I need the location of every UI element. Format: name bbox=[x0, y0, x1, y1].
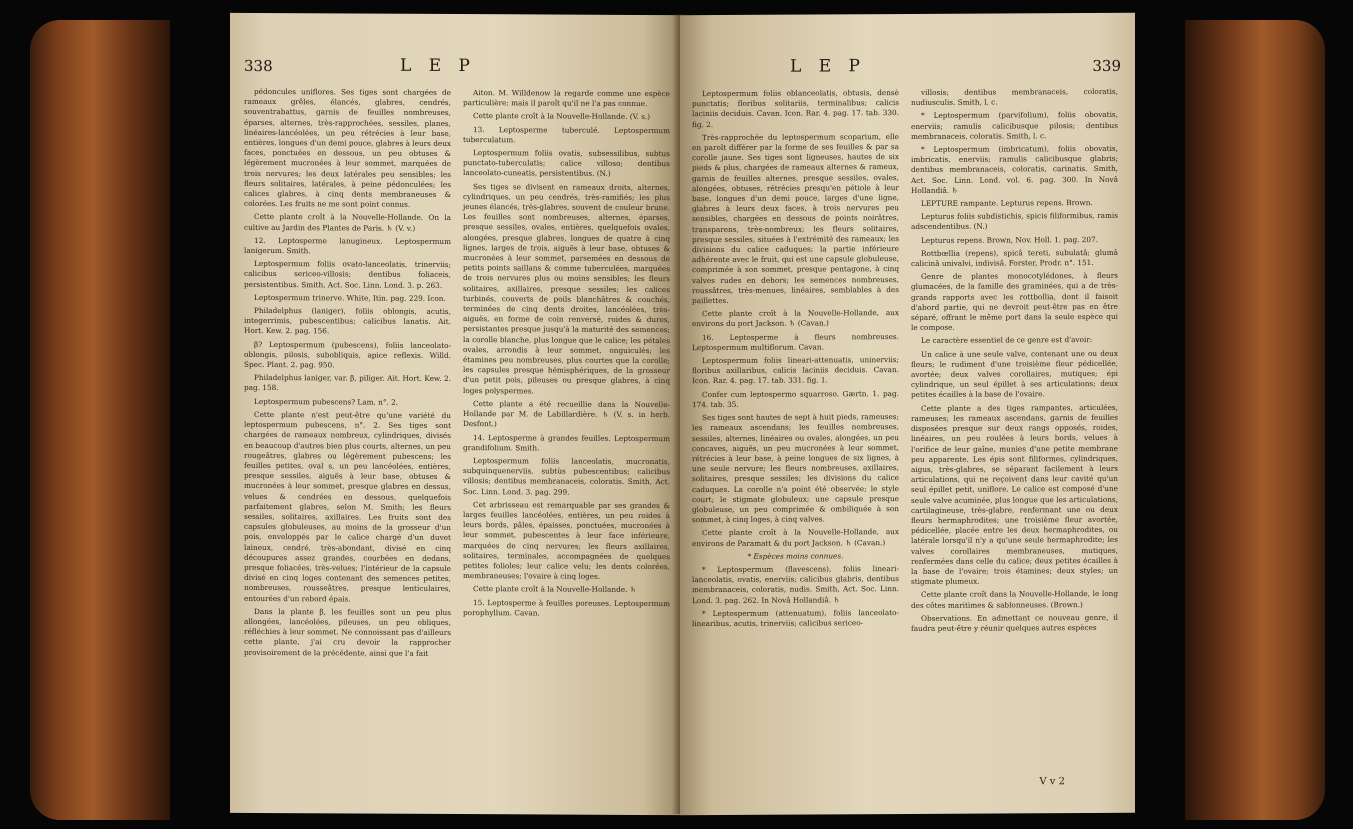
paragraph: LEPTURE rampante. Lepturus repens. Brown. bbox=[921, 198, 1093, 208]
paragraph: β? Leptospermum (pubescens), foliis lanceolato-oblongis, pilosis, subobliquis, apice reflexis. Willd. Spec. Plant. 2. pag. 950. bbox=[244, 339, 451, 370]
paragraph: 13. Leptosperme tuberculé. Leptospermum tuberculatum. bbox=[463, 124, 670, 145]
running-head: L E P bbox=[400, 55, 476, 77]
running-head: L E P bbox=[790, 56, 866, 77]
paragraph: Lepturus foliis subdistichis, spicis filiformibus, ramis adscendentibus. (N.) bbox=[911, 211, 1118, 232]
paragraph: Aiton. M. Willdenow la regarde comme une espèce particulière; mais il paroît qu'il ne l'a pas connue. bbox=[463, 88, 670, 109]
paragraph: Cette plante croît dans la Nouvelle-Hollande, le long des côtes maritimes & sablonneuses. (Brown.) bbox=[911, 589, 1118, 610]
paragraph: Très-rapprochée du leptospermum scoparium, elle en paroît différer par la forme de ses feuilles & par sa corolle jaune. Ses tiges sont ligneuses, hautes de six pieds & plus, chargées de rameaux alternes & rameux, garnis de feuilles alternes, presque sessiles, ovales, alongées, obtuses, rétrécies presqu'en pétiole à leur base, longues d'un demi pouce, larges d'une ligne, glabres à leurs deux faces, à trois nervures peu sensibles, chargées en dessous de points noirâtres, transparens, très-nombreux; les fleurs solitaires, presque sessiles, situées à l'extrémité des rameaux; les divisions du calice caduques; la partie inférieure adhérente avec le fruit, qui est une capsule globuleuse, comprimée à son sommet, presque pentagone, à cinq valves rudes en dehors; les semences nombreuses, roussâtres, très-menues, linéaires, semblables à des paillettes. bbox=[692, 131, 899, 306]
paragraph: Rottbœllia (repens), spicâ tereti, subulatâ; glumâ calicinâ univalvi, indivisâ. Forster, Prodr. n°. 151. bbox=[911, 247, 1118, 269]
text-columns bbox=[692, 87, 1120, 638]
paragraph: * Leptospermum (imbricatum), foliis obovatis, imbricatis, enerviis; ramulis calicibusque glabris; dentibus membranaceis, coloratis, carinatis. Smith, Act. Soc. Linn. Lond. vol. 6. pag. 300. In Novâ Hollandiâ. ♄ bbox=[911, 143, 1118, 195]
paragraph: Ses tiges sont hautes de sept à huit pieds, rameuses; les rameaux ascendans; les feuilles nombreuses, sessiles, alternes, linéaires ou ovales, alongées, un peu concaves, aiguës, un peu mucronées à leur sommet, rétrécies à leur base, à peine longues de six lignes, à une seule nervure; les fleurs nombreuses, axillaires, solitaires, presque sessiles; les divisions du calice caduques. La corolle n'a point été observée; le style court; le stigmate globuleux; une capsule presque globuleuse, un peu comprimée & ombiliquée à son sommet, à cinq loges, à cinq valves. bbox=[692, 412, 899, 525]
paragraph: Cette plante croît à la Nouvelle-Hollande, aux environs de Paramatt & du port Jackson. ♄ (Cavan.) bbox=[692, 527, 899, 548]
paragraph: Cette plante n'est peut-être qu'une variété du leptospermum pubescens, n°. 2. Ses tiges sont chargées de rameaux nombreux, cylindriques, divisés en beaucoup d'autres bien plus courts, alternes, un peu rougeâtres, glabres ou légèrement pubescens; les feuilles petites, oval s, un peu lancéolées, entières, presque sessiles, aiguës à leur base, obtuses & mucronées à leur sommet, presque glabres en dessus, velues & cendrées en dessous, quelquefois parfaitement glabres, selon M. Smith; les fleurs sessiles, solitaires, axillaires. Les fruits sont des capsules globuleuses, au moins de la grosseur d'un pois, enveloppés par le calice chargé d'un duvet laineux, cendré, très-abondant, divisé en cinq découpures assez grandes, courbées en dedans, presque foliacées, très-velues; l'intérieur de la capsule divisé en cinq loges contenant des semences petites, nombreuses, rousseâtres, presque lenticulaires, entourées d'un rebord épais. bbox=[244, 409, 451, 604]
paragraph: Leptospermum pubescens? Lam. n°. 2. bbox=[254, 396, 399, 407]
paragraph: 15. Leptosperme à feuilles poreuses. Leptospermum porophyllum. Cavan. bbox=[463, 597, 670, 618]
text-column-1 bbox=[692, 88, 899, 638]
paragraph: Cette plante a été recueillie dans la Nouvelle-Hollande par M. de Labillardière. ♄ (V. s. in herb. Desfont.) bbox=[463, 398, 670, 429]
paragraph: Observations. En admettant ce nouveau genre, il faudra peut-être y réunir quelques autres espèces bbox=[911, 612, 1118, 633]
paragraph: Leptospermum foliis lanceolatis, mucronatis, subquinquenerviis, subtùs pubescentibus; calicibus villosis; dentibus membranaceis, coloratis. Smith, Act. Soc. Linn. Lond. 3. pag. 299. bbox=[463, 456, 670, 497]
paragraph: Un calice à une seule valve, contenant une ou deux fleurs; le rudiment d'une troisième fleur pédicellée, avortée; deux valves corollaires, mutiques; épi cylindrique, un seul épillet à ses articulations; deux petites écailles à la base de l'ovaire. bbox=[911, 348, 1118, 400]
paragraph: Cette plante croît à la Nouvelle-Hollande. ♄ bbox=[473, 584, 637, 595]
paragraph: Leptospermum foliis ovato-lanceolatis, trinerviis; calicibus sericeo-villosis; dentibus foliaceis, persistentibus. Smith, Act. Soc. Linn. Lond. 3. p. 263. bbox=[244, 259, 451, 290]
book-edge-right bbox=[1185, 20, 1325, 820]
paragraph: 14. Leptosperme à grandes feuilles. Leptospermum grandifolium. Smith. bbox=[463, 432, 670, 453]
paragraph: 16. Leptosperme à fleurs nombreuses. Leptospermum multiflorum. Cavan. bbox=[692, 331, 899, 353]
paragraph: Leptospermum foliis lineari-attenuatis, uninerviis; floribus axillaribus, calicis laciniis deciduis. Cavan. Icon. Rar. 4. pag. 17. tab. 331. fig. 1. bbox=[692, 355, 899, 386]
right-page bbox=[680, 13, 1135, 815]
paragraph: Leptospermum trinerve. White, Itin. pag. 229. Icon. bbox=[254, 292, 446, 303]
paragraph: Leptospermum foliis oblanceolatis, obtusis, densè punctatis; floribus solitariis, terminalibus; calicis laciniis deciduis. Cavan. Icon. Rar. 4. pag. 17. tab. 330. fig. 2. bbox=[692, 88, 899, 129]
paragraph: villosis; dentibus membranaceis, coloratis, nudiusculis. Smith, l. c. bbox=[911, 86, 1118, 108]
signature-mark: V v 2 bbox=[1039, 776, 1065, 788]
text-column-2 bbox=[911, 87, 1118, 637]
paragraph: Cette plante croît à la Nouvelle-Hollande. (V. s.) bbox=[473, 111, 651, 122]
paragraph: Cette plante a des tiges rampantes, articulées, rameuses; les rameaux ascendans, garnis de feuilles disposées presque sur deux rangs opposés, roides, linéaires, un peu roulées à leurs bords, velues à l'orifice de leur gaîne, munies d'une petite membrane peu apparente. Les épis sont filiformes, cylindriques, aigus, très-glabres, se séparant facilement à leurs articulations, qui ne reçoivent dans leur cavité qu'un seul épillet petit, uniflore. Le calice est composé d'une seule valve acuminée, plus longue que les articulations, cartilagineuse, très-glabre, renfermant une ou deux fleurs hermaphrodites; une troisième fleur avortée, pédicellée, placée entre les deux hermaphrodites, ou latérale lorsqu'il n'y a qu'une seule hermaphrodite; les valves corollaires membraneuses, mutiques, renfermées dans celle du calice; deux petites écailles à la base de l'ovaire; trois étamines; deux styles; un stigmate plumeux. bbox=[911, 402, 1118, 587]
paragraph: Confer cum leptospermo squarroso. Gærtn. 1. pag. 174. tab. 35. bbox=[692, 388, 899, 410]
page-number: 338 bbox=[244, 56, 273, 76]
paragraph: Le caractère essentiel de ce genre est d'avoir: bbox=[921, 335, 1093, 346]
book-edge-left bbox=[30, 20, 170, 820]
left-page bbox=[230, 13, 680, 815]
paragraph: Cette plante croît à la Nouvelle-Hollande, aux environs du port Jackson. ♄ (Cavan.) bbox=[692, 308, 899, 329]
page-number: 339 bbox=[1092, 56, 1121, 76]
paragraph: * Leptospermum (attenuatum), foliis lanceolato-linearibus, acutis, trinerviis; calicibus sericeo- bbox=[692, 607, 899, 629]
paragraph: Dans la plante β, les feuilles sont un peu plus allongées, lancéolées, pileuses, un peu obliques, réfléchies à leur sommet. Ne connoissant pas d'ailleurs cette plante, j'ai cru devoir la rapprocher provisoirement de la précédente, ainsi que l'a fait bbox=[244, 606, 451, 658]
paragraph: Cette plante croît à la Nouvelle-Hollande. On la cultive au Jardin des Plantes de Paris. ♄ (V. v.) bbox=[244, 212, 451, 233]
text-column-1 bbox=[244, 87, 451, 662]
paragraph: * Espèces moins connues. bbox=[747, 551, 844, 561]
paragraph: Lepturus repens. Brown, Nov. Holl. 1. pag. 207. bbox=[921, 234, 1099, 245]
paragraph: pédoncules uniflores. Ses tiges sont chargées de rameaux grêles, élancés, glabres, cendrés, souventrabattus, garnis de feuilles nombreuses, éparses, alternes, très-rapprochées, sessiles, planes, linéaires-lancéolées, un peu rétrécies à leur base, entières, longues d'un demi pouce, glabres à leurs deux faces, ponctuées en dessous, un peu obtuses & légèrement mucronées à leur sommet, marquées de trois nervures; les deux latérales peu sensibles; les fleurs solitaires, latérales, à peine pédonculées; les calices glabres, à cinq dents membraneuses & colorées. Les fruits ne me sont point connus. bbox=[244, 86, 452, 209]
paragraph: Genre de plantes monocotylédones, à fleurs glumacées, de la famille des graminées, qui a de très-grands rapports avec les rottbollia, dont il faisoit d'abord partie, qui ne devroit peut-être pas en être séparé, offrant le même port dans la seule espèce qui le compose. bbox=[911, 271, 1118, 333]
paragraph: Philadelphus (laniger), foliis oblongis, acutis, integerrimis, pubescentibus; calicibus lanatis. Ait. Hort. Kew. 2. pag. 156. bbox=[244, 306, 451, 336]
paragraph: Philadelphus laniger, var. β, piliger. Ait. Hort. Kew. 2. pag. 158. bbox=[244, 373, 451, 393]
paragraph: Leptospermum foliis ovatis, subsessilibus, subtus punctato-tuberculatis; calice villoso; dentibus lanceolato-cuneatis, persistentibus. (N.) bbox=[463, 148, 670, 179]
paragraph: 12. Leptosperme lanugineux. Leptospermum lanigerum. Smith. bbox=[244, 235, 451, 256]
paragraph: * Leptospermum (flavescens), foliis lineari-lanceolatis, ovatis, enerviis; calicibus glabris, dentibus membranaceis, coloratis, nudis. Smith, Act. Soc. Linn. Lond. 3. pag. 262. In Novâ Hollandiâ. ♄ bbox=[692, 563, 899, 605]
paragraph: * Leptospermum (parvifolium), foliis obovatis, enerviis; ramulis calicibusque pilosis; dentibus membranaceis, coloratis. Smith, l. c. bbox=[911, 110, 1118, 141]
text-columns bbox=[244, 87, 670, 663]
text-column-2 bbox=[463, 88, 670, 663]
paragraph: Cet arbrisseau est remarquable par ses grandes & larges feuilles lancéolées, entières, un peu roides à leurs bords, pâles, épaisses, ponctuées, mucronées à leur sommet, pubescentes à leur face inférieure, marquées de cinq nervures; les fleurs axillaires, solitaires, terminales, accompagnées de quelques petites folioles; leur calice velu; les dents colorées, membraneuses; l'ovaire à cinq loges. bbox=[463, 499, 670, 581]
paragraph: Ses tiges se divisent en rameaux droits, alternes, cylindriques, un peu cendrés, très-ramifiés; les plus jeunes élancés, très-glabres, souvent de couleur brune. Les feuilles sont nombreuses, alternes, éparses, presque sessiles, ovales, entières, quelquefois ovales, alongées, presque glabres, longues de quatre à cinq lignes, larges de trois, aiguës à leur base, obtuses & mucronées à leur sommet, parsemées en dessous de petits points saillans & comme tuberculées, marquées de trois nervures plus ou moins sensibles; les fleurs solitaires, axillaires, presque sessiles; les calices turbinés, couverts de poils blanchâtres & couchés, terminées de cinq dents droites, lancéolées, très-aiguës, en forme de coin renversé, roides & dures, persistantes presque jusqu'à la maturité des semences; la corolle blanche, plus longue que le calice; les pétales ovales, arrondis à leur sommet, onguiculés; les étamines peu nombreuses, plus courtes que la corolle; les capsules presque hémisphériques, de la grosseur d'un petit pois, pileuses ou presque glabres, à cinq loges polyspermes. bbox=[463, 181, 670, 396]
